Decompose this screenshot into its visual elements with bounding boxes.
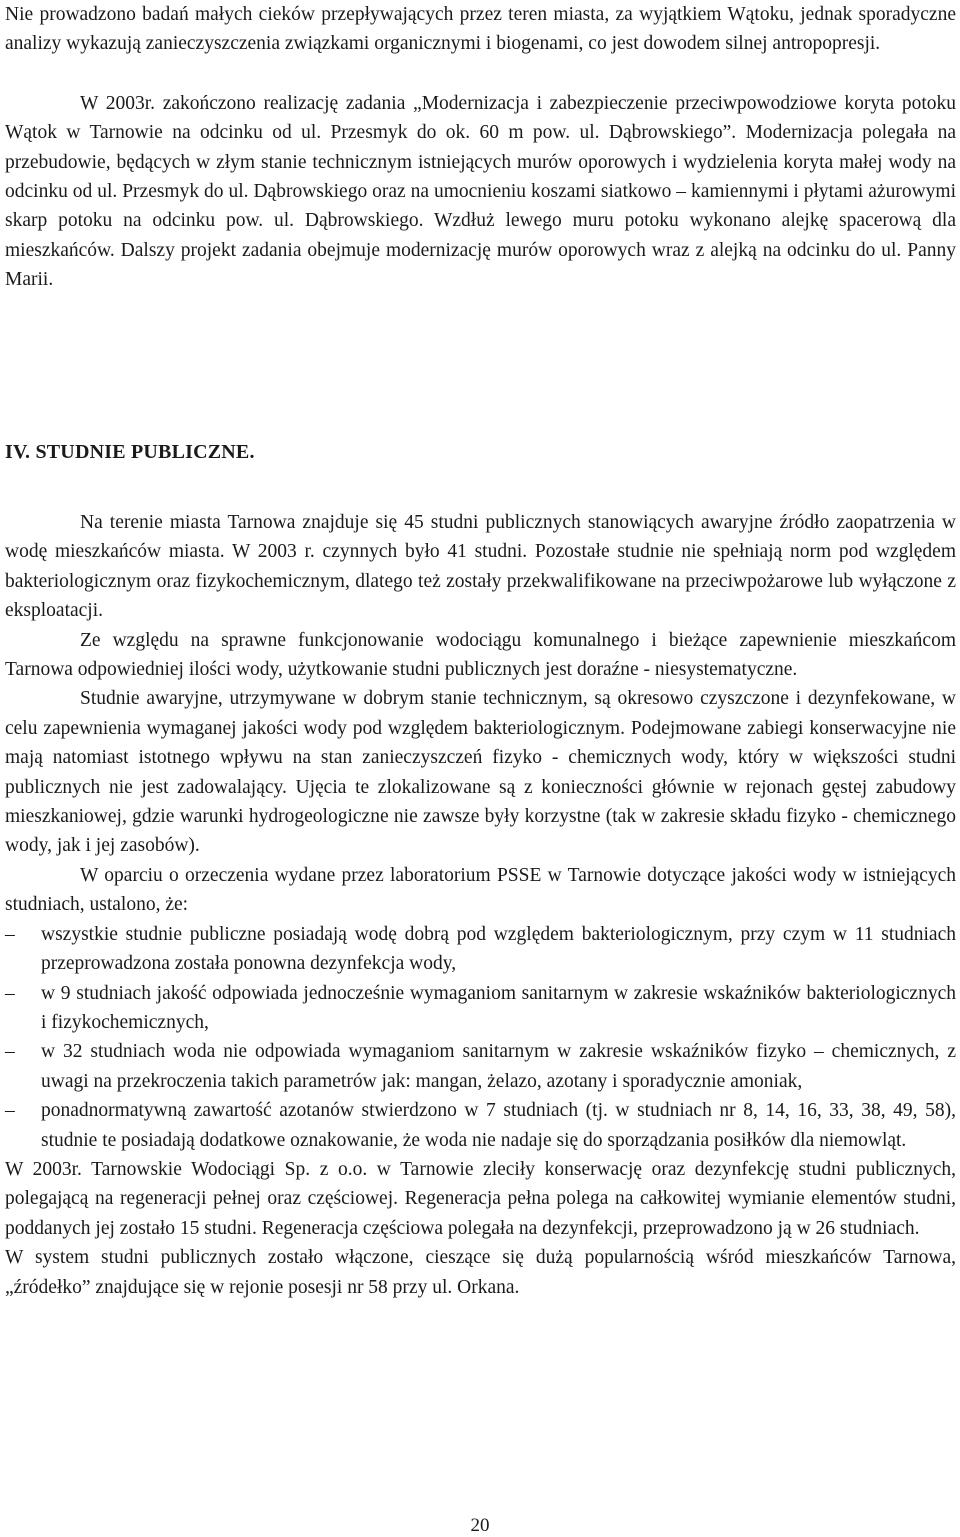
dash-bullet: –	[5, 923, 15, 945]
list-item-text: wszystkie studnie publiczne posiadają wodę dobrą pod względem bakteriologicznym, przy czym w 11 studniach przeprowadzona została ponowna dezynfekcja wody,	[41, 923, 956, 975]
section-paragraph-3: Studnie awaryjne, utrzymywane w dobrym stanie technicznym, są okresowo czyszczone i dezynfekowane, w celu zapewnienia wymaganej jakości wody pod względem bakteriologicznym. Podejmowane zabiegi konserwacyjne nie mają natomiast istotnego wpływu na stan zanieczyszczeń fizyko - chemicznych wody, który w większości studni publicznych nie jest zadowalający. Ujęcia te zlokalizowane są z konieczności głównie w rejonach gęstej zabudowy mieszkaniowej, gdzie warunki hydrogeologiczne nie zawsze były korzystne (tak w zakresie składu fizyko - chemicznego wody, jak i jej zasobów).	[5, 688, 956, 857]
list-item	[5, 920, 956, 979]
section-paragraph-4: W oparciu o orzeczenia wydane przez laboratorium PSSE w Tarnowie dotyczące jakości wody w istniejących studniach, ustalono, że:	[5, 864, 956, 916]
section-paragraph-5: W 2003r. Tarnowskie Wodociągi Sp. z o.o. w Tarnowie zleciły konserwację oraz dezynfekcję studni publicznych, polegającą na regeneracji pełnej oraz częściowej. Regeneracja pełna polega na całkowitej wymianie elementów studni, poddanych jej zostało 15 studni. Regeneracja częściowa polegała na dezynfekcji, przeprowadzono ją w 26 studniach.	[5, 1158, 956, 1239]
list-item-text: w 9 studniach jakość odpowiada jednocześnie wymaganiom sanitarnym w zakresie wskaźników bakteriologicznych i fizykochemicznych,	[41, 982, 956, 1033]
section-paragraph-2: Ze względu na sprawne funkcjonowanie wodociągu komunalnego i bieżące zapewnienie mieszkańcom Tarnowa odpowiedniej ilości wody, użytkowanie studni publicznych jest doraźne - niesystematyczne.	[5, 629, 956, 681]
dash-bullet: –	[5, 1100, 15, 1122]
list-item	[5, 1037, 956, 1096]
intro-block	[5, 0, 956, 295]
section-paragraph-6: W system studni publicznych zostało włączone, cieszące się dużą popularnością wśród mieszkańców Tarnowa, „źródełko” znajdujące się w rejonie posesji nr 58 przy ul. Orkana.	[5, 1247, 956, 1298]
intro-paragraph-2: W 2003r. zakończono realizację zadania „Modernizacja i zabezpieczenie przeciwpowodziowe koryta potoku Wątok w Tarnowie na odcinku od ul. Przesmyk do ok. 60 m pow. ul. Dąbrowskiego”. Modernizacja polegała na przebudowie, będących w złym stanie technicznym istniejących murów oporowych i wydzielenia koryta małej wody na odcinku od ul. Przesmyk do ul. Dąbrowskiego oraz na umocnieniu koszami siatkowo – kamiennymi i płytami ażurowymi skarp potoku na odcinku pow. ul. Dąbrowskiego. Wzdłuż lewego muru potoku wykonano alejkę spacerową dla mieszkańców. Dalszy projekt zadania obejmuje modernizację murów oporowych wraz z alejką na odcinku do ul. Panny Marii.	[5, 92, 956, 291]
list-item	[5, 1096, 956, 1155]
findings-list	[5, 920, 956, 1155]
section-heading: IV. STUDNIE PUBLICZNE.	[5, 441, 255, 463]
list-item	[5, 979, 956, 1038]
intro-paragraph-1: Nie prowadzono badań małych cieków przepływających przez teren miasta, za wyjątkiem Wątoku, jednak sporadyczne analizy wykazują zanieczyszczenia związkami organicznymi i biogenami, co jest dowodem silnej antropopresji.	[5, 4, 956, 55]
list-item-text: ponadnormatywną zawartość azotanów stwierdzono w 7 studniach (tj. w studniach nr 8, 14, 16, 33, 38, 49, 58), studnie te posiadają dodatkowe oznakowanie, że woda nie nadaje się do sporządzania posiłków dla niemowląt.	[41, 1100, 956, 1151]
section-body	[5, 508, 956, 1302]
page-number: 20	[470, 1515, 490, 1536]
list-item-text: w 32 studniach woda nie odpowiada wymaganiom sanitarnym w zakresie wskaźników fizyko – chemicznych, z uwagi na przekroczenia takich parametrów jak: mangan, żelazo, azotany i sporadycznie amoniak,	[41, 1041, 956, 1092]
dash-bullet: –	[5, 1041, 15, 1063]
dash-bullet: –	[5, 982, 15, 1004]
section-paragraph-1: Na terenie miasta Tarnowa znajduje się 45 studni publicznych stanowiących awaryjne źródło zaopatrzenia w wodę mieszkańców miasta. W 2003 r. czynnych było 41 studni. Pozostałe studnie nie spełniają norm pod względem bakteriologicznym oraz fizykochemicznym, dlatego też zostały przekwalifikowane na przeciwpożarowe lub wyłączone z eksploatacji.	[5, 512, 956, 622]
